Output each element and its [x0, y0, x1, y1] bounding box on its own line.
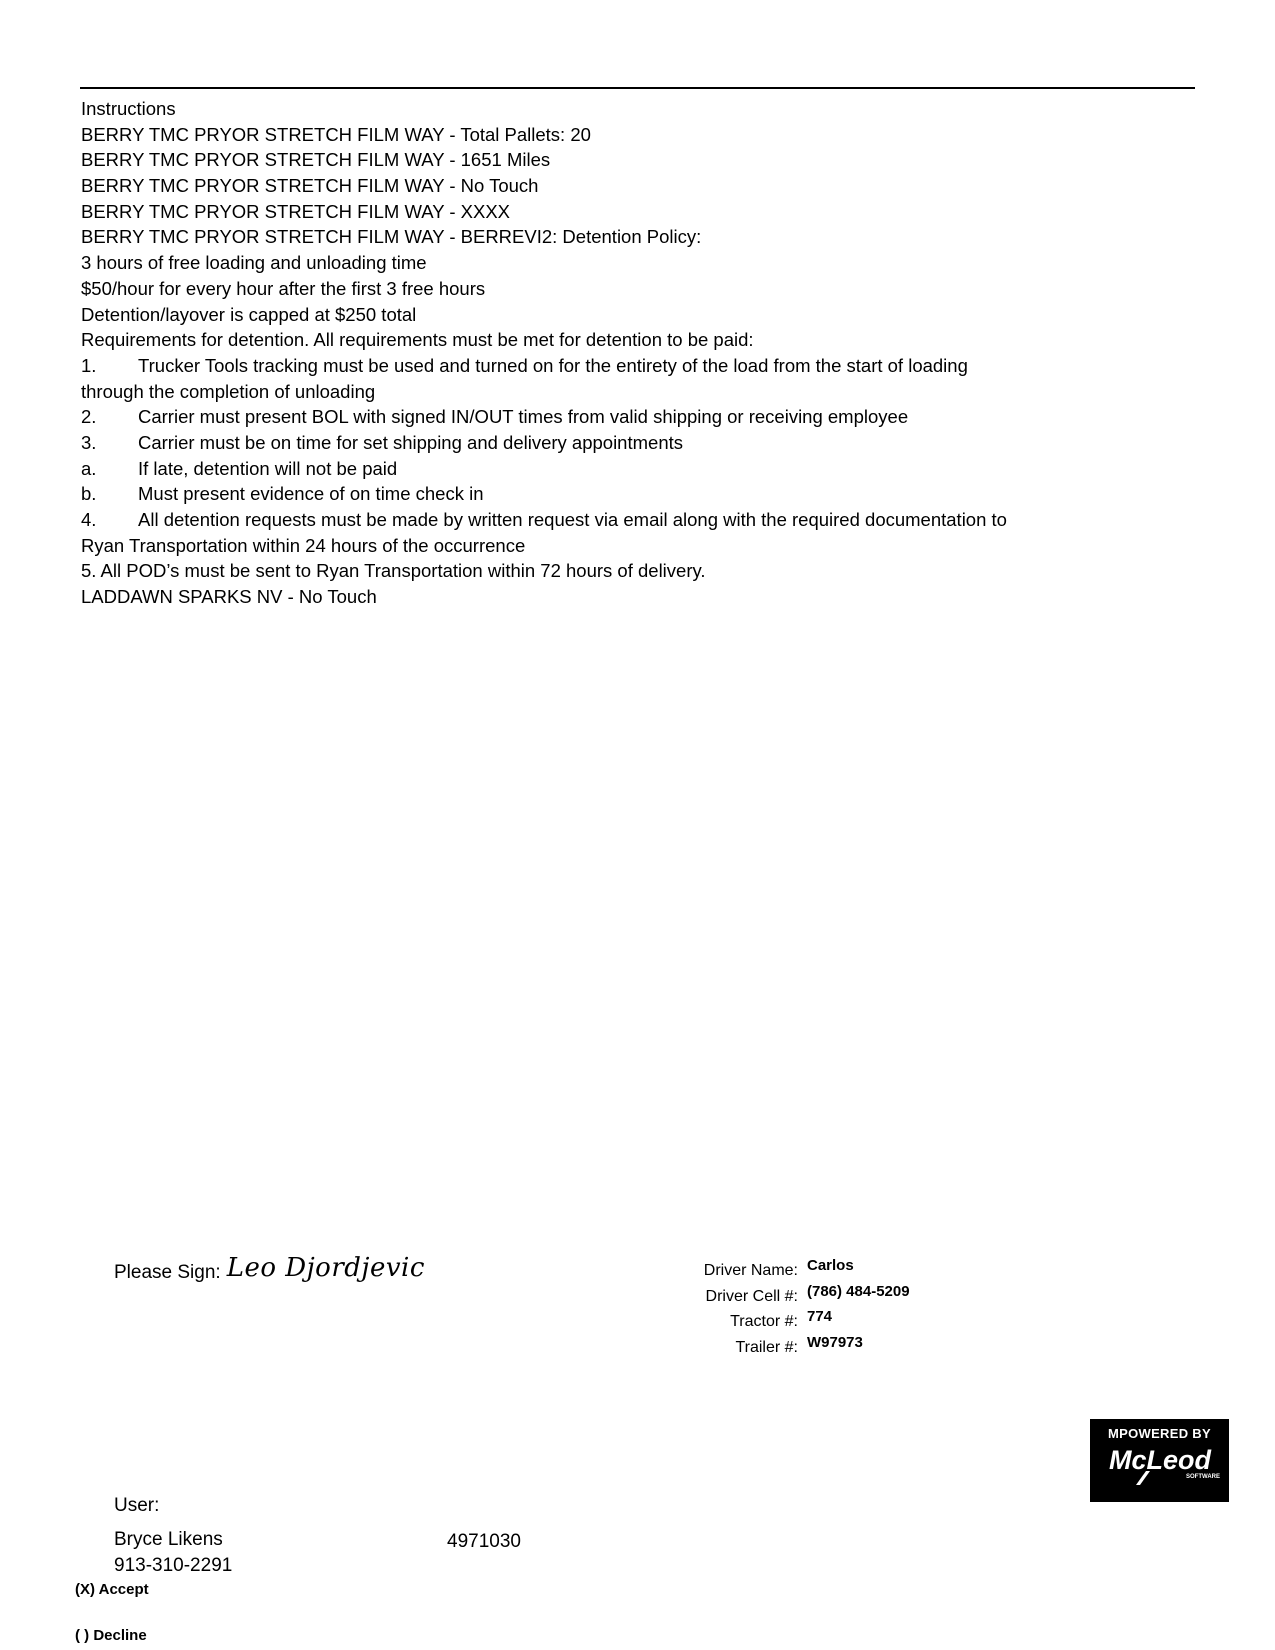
instruction-line: Requirements for detention. All requirements must be met for detention to be paid: [81, 329, 754, 351]
requirement-number: 2. [81, 406, 97, 428]
top-rule [80, 87, 1195, 89]
requirement-text: Carrier must present BOL with signed IN/OUT times from valid shipping or receiving employee [138, 406, 909, 428]
requirement-item [81, 481, 1201, 507]
signature: Leo Djordjevic [226, 1253, 425, 1283]
instruction-line: LADDAWN SPARKS NV - No Touch [81, 586, 377, 608]
trailer-row [690, 1334, 1010, 1360]
instruction-line: BERRY TMC PRYOR STRETCH FILM WAY - No Touch [81, 175, 539, 197]
requirement-number: 3. [81, 431, 97, 453]
instruction-line: 3 hours of free loading and unloading time [81, 252, 427, 274]
instruction-line: $50/hour for every hour after the first 3 free hours [81, 277, 486, 299]
accept-option[interactable]: (X) Accept [75, 1581, 149, 1598]
instruction-line: BERRY TMC PRYOR STRETCH FILM WAY - XXXX [81, 200, 511, 222]
driver-info [690, 1257, 1010, 1359]
trailer-label: Trailer #: [735, 1338, 798, 1356]
signature-area [114, 1253, 425, 1284]
powered-by-label: MPOWERED BY [1108, 1426, 1211, 1441]
instruction-line: Detention/layover is capped at $250 total [81, 303, 417, 325]
requirement-text: Must present evidence of on time check in [138, 483, 484, 505]
user-phone: 913-310-2291 [114, 1555, 233, 1576]
instructions-section [81, 96, 1201, 610]
tractor-value: 774 [807, 1308, 833, 1325]
requirement-item [81, 430, 1201, 456]
instruction-line: 5. All POD’s must be sent to Ryan Transportation within 72 hours of delivery. [81, 560, 706, 582]
trailer-value: W97973 [807, 1333, 863, 1351]
requirement-number: b. [81, 483, 97, 505]
mcleod-logo [1098, 1445, 1222, 1485]
requirement-item [81, 507, 1201, 533]
driver-name-row [690, 1257, 1010, 1283]
requirement-number: 1. [81, 354, 97, 376]
driver-cell-row [690, 1283, 1010, 1309]
requirement-item [81, 353, 1201, 379]
requirement-text: Carrier must be on time for set shipping and delivery appointments [138, 431, 683, 453]
requirement-number: 4. [81, 509, 97, 530]
requirement-text: If late, detention will not be paid [138, 457, 398, 479]
user-section [114, 1493, 232, 1579]
mcleod-logo-text: McLeod [1108, 1445, 1212, 1475]
tractor-row [690, 1308, 1010, 1334]
instructions-heading: Instructions [81, 98, 176, 119]
please-sign-label: Please Sign: [114, 1262, 221, 1283]
mcleod-logo-subtext: SOFTWARE [1186, 1474, 1220, 1480]
driver-name-value: Carlos [807, 1257, 854, 1274]
requirement-item [81, 533, 1201, 559]
requirement-number: a. [81, 457, 97, 479]
requirement-text: All detention requests must be made by written request via email along with the required documentation to [138, 509, 1007, 530]
instruction-line: BERRY TMC PRYOR STRETCH FILM WAY - BERREVI2: Detention Policy: [81, 226, 702, 248]
decline-option[interactable]: ( ) Decline [75, 1627, 147, 1644]
powered-by-mcleod-badge [1090, 1419, 1229, 1502]
user-name: Bryce Likens [114, 1529, 223, 1550]
instruction-line: BERRY TMC PRYOR STRETCH FILM WAY - 1651 Miles [81, 149, 551, 171]
tractor-label: Tractor #: [730, 1313, 798, 1330]
driver-name-label: Driver Name: [703, 1262, 798, 1279]
requirement-text: Ryan Transportation within 24 hours of the occurrence [81, 534, 526, 556]
requirement-item [81, 456, 1201, 482]
requirement-text: through the completion of unloading [81, 380, 376, 402]
user-label: User: [114, 1495, 160, 1516]
requirement-item [81, 379, 1201, 405]
driver-cell-value: (786) 484-5209 [807, 1282, 910, 1300]
driver-cell-label: Driver Cell #: [705, 1287, 798, 1305]
user-id: 4971030 [447, 1531, 521, 1552]
requirement-item [81, 404, 1201, 430]
instruction-line: BERRY TMC PRYOR STRETCH FILM WAY - Total Pallets: 20 [81, 123, 591, 145]
requirement-text: Trucker Tools tracking must be used and turned on for the entirety of the load from the start of loading [138, 354, 968, 376]
